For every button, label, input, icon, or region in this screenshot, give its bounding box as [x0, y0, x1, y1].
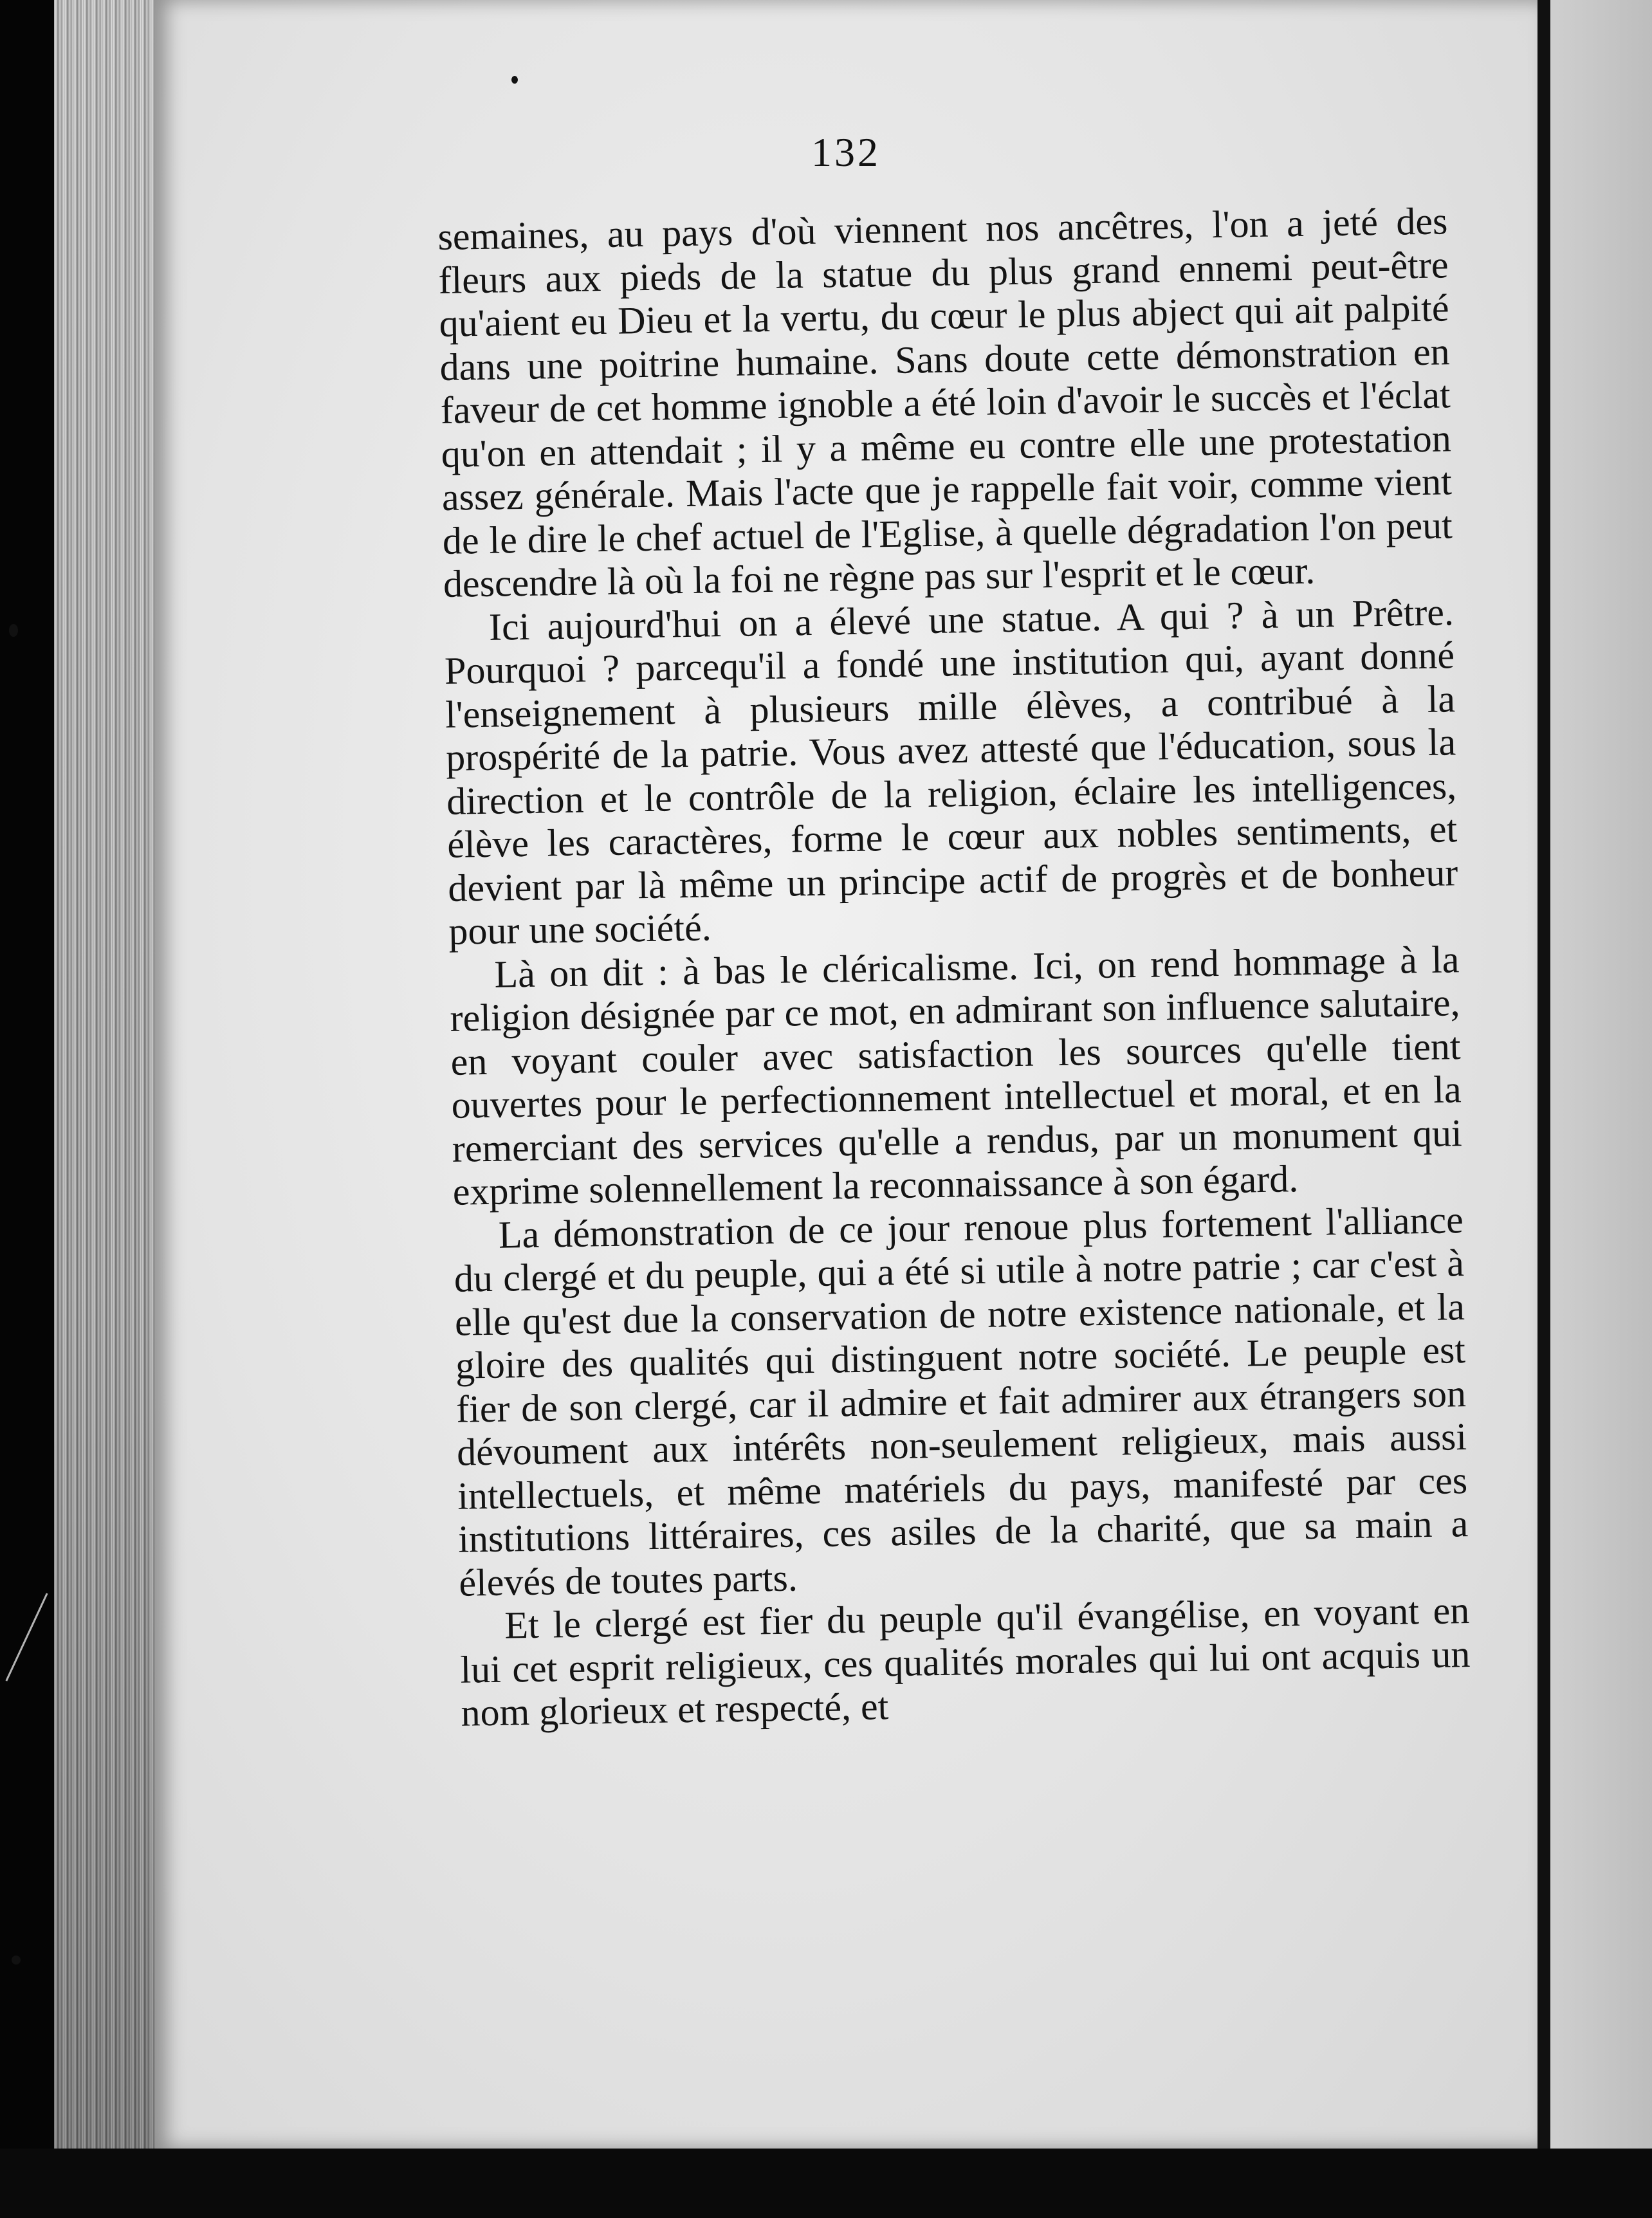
page-number: 132 — [811, 129, 881, 175]
paragraph: Là on dit : à bas le cléricalisme. Ici, on rend hommage à la religion désignée par ce mot, en admirant son influence salutaire, en voyant couler avec satisfaction les sources qu'elle tient ouvertes pour le perfectionnement intellectuel et moral, et en la remerciant des services qu'elle a rendus, par un monument qui exprime solennellement la reconnaissance à son égard. — [450, 937, 1463, 1213]
scan-border — [0, 2149, 1652, 2218]
dust-speck — [511, 76, 518, 84]
adjacent-page — [1550, 0, 1652, 2161]
body-text — [437, 199, 1471, 1735]
scan-scratch — [5, 1593, 48, 1681]
dust-speck — [9, 624, 18, 637]
paragraph: semaines, au pays d'où viennent nos ancêtres, l'on a jeté des fleurs aux pieds de la statue du plus grand ennemi peut-être qu'aient eu Dieu et la vertu, du cœur le plus abject qui ait palpité dans une poitrine humaine. Sans doute cette démonstration en faveur de cet homme ignoble a été loin d'avoir le succès et l'éclat qu'on en attendait ; il y a même eu contre elle une protestation assez générale. Mais l'acte que je rappelle fait voir, comme vient de le dire le chef actuel de l'Eglise, à quelle dégradation l'on peut descendre là où la foi ne règne pas sur l'esprit et le cœur. — [437, 199, 1453, 605]
dust-speck — [12, 1956, 21, 1965]
paragraph: Et le clergé est fier du peuple qu'il évangélise, en voyant en lui cet esprit religieux, ces qualités morales qui lui ont acquis un nom glorieux et respecté, et — [459, 1589, 1471, 1734]
paragraph: La démonstration de ce jour renoue plus fortement l'alliance du clergé et du peuple, qui a été si utile à notre patrie ; car c'est à elle qu'est due la conservation de notre existence nationale, et la gloire des qualités qui distinguent notre société. Le peuple est fier de son clergé, car il admire et fait admirer aux étrangers son dévoument aux intérêts non-seulement religieux, mais aussi intellectuels, et même matériels du pays, manifesté par ces institutions littéraires, ces asiles de la charité, que sa main a élevés de toutes parts. — [454, 1198, 1469, 1604]
paragraph: Ici aujourd'hui on a élevé une statue. A qui ? à un Prêtre. Pourquoi ? parcequ'il a fondé une institution qui, ayant donné l'enseignement à plusieurs mille élèves, a contribué à la prospérité de la patrie. Vous avez attesté que l'éducation, sous la direction et le contrôle de la religion, éclaire les intelligences, élève les caractères, forme le cœur aux nobles sentiments, et devient par là même un principe actif de progrès et de bonheur pour une société. — [444, 590, 1458, 953]
gutter-shadow — [1537, 0, 1550, 2218]
